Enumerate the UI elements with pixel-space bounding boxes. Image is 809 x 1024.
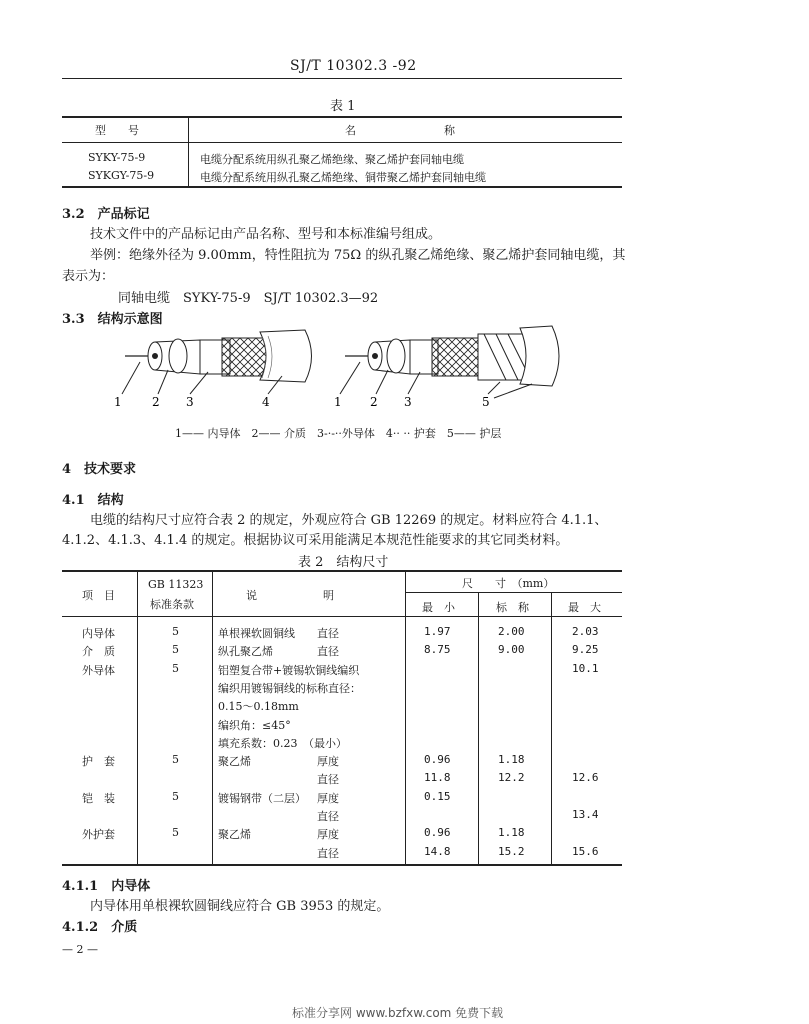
table2-gb-clause: 5 bbox=[172, 753, 179, 767]
section-4-1-para2: 4.1.2、4.1.3、4.1.4 的规定。根据协议可采用能满足本规范性能要求的其它同类材料。 bbox=[62, 533, 569, 548]
table2-header-min: 最 小 bbox=[422, 601, 455, 614]
table1-bottom-rule bbox=[62, 186, 622, 188]
table1-header-name: 名 称 bbox=[345, 124, 455, 137]
diagram-label: 4 bbox=[262, 395, 270, 409]
table2-min: 14.8 bbox=[424, 844, 451, 858]
table2-item: 护 套 bbox=[82, 755, 115, 769]
section-3-2-para2: 举例：绝缘外径为 9.00mm，特性阻抗为 75Ω 的纵孔聚乙烯绝缘、聚乙烯护套同轴电缆，其 bbox=[90, 248, 626, 263]
table2-nominal: 1.18 bbox=[498, 826, 525, 840]
table2-dimension: 厚度 bbox=[317, 828, 339, 842]
table1-header-model: 型 号 bbox=[95, 124, 139, 137]
table2-min: 0.96 bbox=[424, 826, 451, 840]
table1-row-name: 电缆分配系统用纵孔聚乙烯绝缘、铜带聚乙烯护套同轴电缆 bbox=[200, 171, 486, 184]
diagram-label: 2 bbox=[370, 395, 378, 409]
section-4-1-para1: 电缆的结构尺寸应符合表 2 的规定，外观应符合 GB 12269 的规定。材料应符合 4.1.1、 bbox=[90, 513, 608, 528]
table2-max: 12.6 bbox=[572, 771, 599, 785]
table2-header-max: 最 大 bbox=[568, 601, 601, 614]
table2-gb-clause: 5 bbox=[172, 789, 179, 803]
diagram-label: 3 bbox=[186, 395, 194, 409]
table2-gb-clause: 5 bbox=[172, 661, 179, 675]
site-watermark[interactable]: 标准分享网 www.bzfxw.com 免费下载 bbox=[292, 1006, 504, 1020]
section-4-heading: 4 技术要求 bbox=[62, 462, 137, 477]
table2-item: 外导体 bbox=[82, 663, 115, 677]
table1-row-model: SYKGY-75-9 bbox=[88, 169, 155, 182]
cable-left-illustration bbox=[125, 330, 312, 382]
table2-min: 1.97 bbox=[424, 625, 451, 638]
table2-dimension: 直径 bbox=[317, 846, 339, 860]
table2-description: 单根裸软圆铜线 bbox=[218, 627, 295, 640]
table2-title: 表 2 结构尺寸 bbox=[298, 555, 389, 570]
table2-nominal: 12.2 bbox=[498, 771, 525, 785]
table2-min: 0.15 bbox=[424, 789, 451, 803]
table2-min: 8.75 bbox=[424, 643, 451, 657]
table2-item: 内导体 bbox=[82, 627, 115, 640]
table2-header-item: 项 目 bbox=[82, 589, 115, 602]
table2-min: 0.96 bbox=[424, 753, 451, 767]
table2 bbox=[62, 570, 622, 865]
table2-description: 编织用镀锡铜线的标称直径： bbox=[218, 681, 361, 695]
table2-dimension: 直径 bbox=[317, 773, 339, 787]
section-3-2-heading: 3.2 产品标记 bbox=[62, 207, 150, 222]
table2-description: 编织角：≤45° bbox=[218, 718, 291, 732]
diagram-label: 5 bbox=[482, 395, 490, 409]
table2-nominal: 9.00 bbox=[498, 643, 525, 657]
table1-row-name: 电缆分配系统用纵孔聚乙烯绝缘、聚乙烯护套同轴电缆 bbox=[200, 153, 464, 166]
table2-dimension: 厚度 bbox=[317, 755, 339, 769]
table1-col-divider bbox=[188, 116, 189, 186]
table2-max: 13.4 bbox=[572, 808, 599, 821]
table2-description: 纵孔聚乙烯 bbox=[218, 645, 273, 659]
table2-gb-clause: 5 bbox=[172, 643, 179, 657]
table2-nominal: 15.2 bbox=[498, 844, 525, 858]
table2-header-desc: 说 明 bbox=[246, 589, 334, 602]
table2-description: 镀锡钢带（二层） bbox=[218, 791, 306, 805]
diagram-legend: 1—— 内导体 2—— 介质 3-·-··外导体 4·· ·· 护套 5—— 护层 bbox=[175, 427, 502, 440]
table2-description: 聚乙烯 bbox=[218, 755, 251, 769]
page-number: — 2 — bbox=[62, 943, 98, 956]
table2-dimension: 直径 bbox=[317, 810, 339, 823]
product-mark-example: 同轴电缆 SYKY-75-9 SJ/T 10302.3—92 bbox=[118, 291, 379, 306]
table2-nominal: 1.18 bbox=[498, 753, 525, 767]
table1-header-rule bbox=[62, 142, 622, 143]
table2-dimension: 直径 bbox=[317, 627, 339, 640]
section-3-2-para2-cont: 表示为： bbox=[62, 269, 115, 284]
section-4-1-1-heading: 4.1.1 内导体 bbox=[62, 879, 151, 894]
diagram-label: 1 bbox=[334, 395, 342, 409]
table2-min: 11.8 bbox=[424, 771, 451, 785]
diagram-label: 3 bbox=[404, 395, 412, 409]
section-4-1-1-para: 内导体用单根裸软圆铜线应符合 GB 3953 的规定。 bbox=[90, 899, 390, 914]
table2-nominal: 2.00 bbox=[498, 625, 525, 638]
table2-gb-clause: 5 bbox=[172, 826, 179, 840]
table2-header-gb: GB 11323 bbox=[148, 578, 204, 591]
table2-header-gb-sub: 标准条款 bbox=[150, 598, 194, 611]
section-4-1-heading: 4.1 结构 bbox=[62, 493, 124, 508]
table1-top-rule bbox=[62, 116, 622, 118]
table2-item: 铠 装 bbox=[82, 791, 115, 805]
section-3-2-para1: 技术文件中的产品标记由产品名称、型号和本标准编号组成。 bbox=[90, 227, 442, 242]
table1-row-model: SYKY-75-9 bbox=[88, 151, 146, 164]
table2-description: 填充系数：0.23 （最小） bbox=[218, 736, 347, 750]
table2-header-size: 尺 寸 （mm） bbox=[462, 577, 555, 590]
table2-item: 介 质 bbox=[82, 645, 115, 659]
section-4-1-2-heading: 4.1.2 介质 bbox=[62, 920, 138, 935]
table2-header-nom: 标 称 bbox=[496, 601, 529, 614]
table1-title: 表 1 bbox=[330, 99, 356, 114]
section-3-3-heading: 3.3 结构示意图 bbox=[62, 312, 163, 327]
table2-max: 9.25 bbox=[572, 643, 599, 657]
table2-description: 铝塑复合带+镀锡软铜线编织 bbox=[218, 663, 360, 677]
diagram-label: 1 bbox=[114, 395, 122, 409]
cable-right-illustration bbox=[345, 326, 559, 386]
table2-dimension: 直径 bbox=[317, 645, 339, 659]
table2-gb-clause: 5 bbox=[172, 625, 179, 638]
table2-item: 外护套 bbox=[82, 828, 115, 842]
table2-max: 15.6 bbox=[572, 844, 599, 858]
diagram-label: 2 bbox=[152, 395, 160, 409]
table2-dimension: 厚度 bbox=[317, 791, 339, 805]
table2-max: 2.03 bbox=[572, 625, 599, 638]
header-rule bbox=[62, 78, 622, 79]
table2-description: 0.15～0.18mm bbox=[218, 700, 299, 714]
standard-code: SJ/T 10302.3 -92 bbox=[290, 58, 417, 74]
table2-max: 10.1 bbox=[572, 661, 599, 675]
table2-description: 聚乙烯 bbox=[218, 828, 251, 842]
cable-structure-diagram bbox=[0, 322, 809, 442]
